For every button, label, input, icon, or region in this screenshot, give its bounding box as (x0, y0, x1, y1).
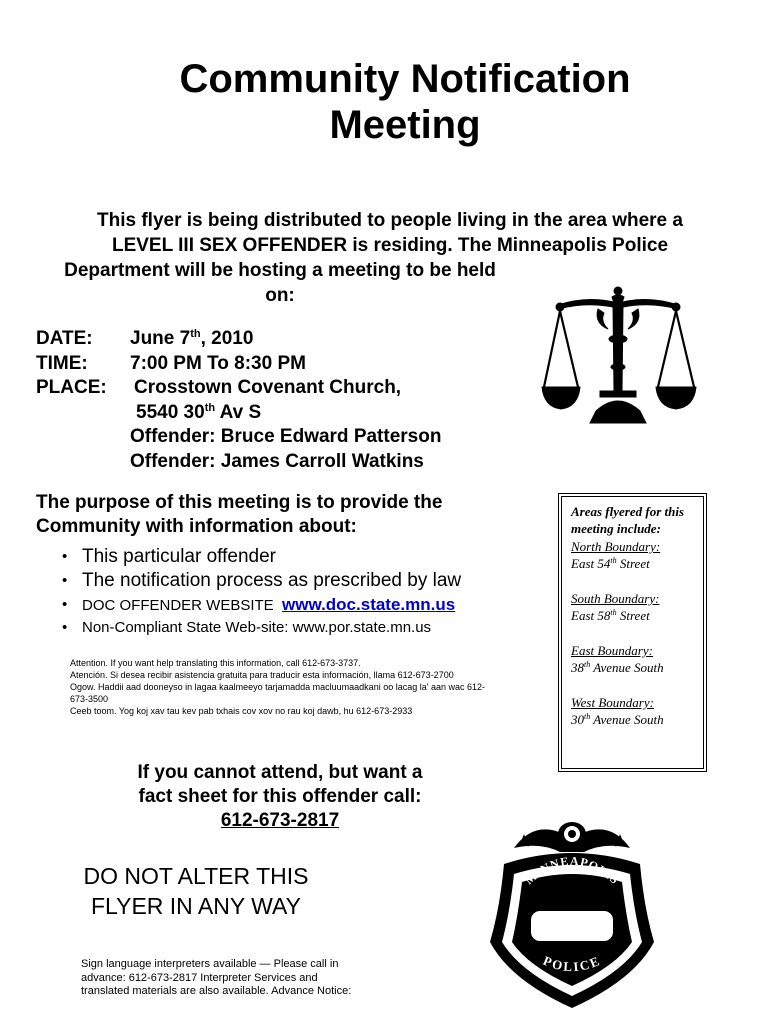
south-boundary-value: East 58th Street (571, 608, 650, 623)
translation-notice (70, 657, 490, 717)
date-label: DATE: (36, 328, 93, 349)
fact-sheet-phone[interactable]: 612-673-2817 (220, 810, 340, 831)
title-line-2: Meeting (329, 103, 481, 147)
west-boundary (571, 694, 699, 728)
offender-2: Offender: James Carroll Watkins (130, 450, 424, 472)
east-boundary (571, 642, 699, 676)
east-boundary-value: 38th Avenue South (571, 660, 664, 675)
sign-language-notice (81, 958, 381, 999)
non-compliant-label: Non-Compliant State Web-site: (82, 619, 289, 636)
north-boundary (571, 538, 699, 572)
badge-bottom-text: POLICE (541, 952, 603, 975)
areas-heading: Areas flyered for this meeting include: (571, 504, 685, 536)
purpose-line-2: Community with information about: (36, 516, 357, 537)
scales-of-justice-icon (538, 283, 698, 435)
title-line-1: Community Notification (179, 57, 631, 101)
do-not-alter-notice (36, 861, 356, 921)
north-boundary-value: East 54th Street (571, 556, 650, 571)
place-address: 5540 30th Av S (136, 401, 262, 423)
list-item (82, 594, 461, 617)
list-item: • This particular offender (82, 545, 461, 569)
police-badge-icon (484, 812, 660, 1012)
translation-hmong: Ceeb toom. Yog koj xav tau kev pab txhais cov xov no rau koj dawb, hu 612-673-2933 (70, 706, 413, 716)
west-boundary-label: West Boundary: (571, 695, 654, 710)
place-label: PLACE: (36, 377, 107, 398)
do-not-alter-line-1: DO NOT ALTER THIS (83, 863, 309, 889)
cannot-attend-line-2: fact sheet for this offender call: (138, 786, 422, 807)
time-label: TIME: (36, 352, 88, 374)
translation-somali: Ogow. Haddii aad dooneyso in lagaa kaalmeeyo tarjamadda macluumaadkani oo lacag la' aan wac 612-673-3500 (70, 682, 485, 704)
sign-line-1: Sign language interpreters available — Please call in (81, 958, 339, 970)
north-boundary-label: North Boundary: (571, 539, 661, 554)
intro-line-2: LEVEL III SEX OFFENDER is residing. The Minneapolis Police (111, 235, 669, 256)
offender-1: Offender: Bruce Edward Patterson (130, 426, 442, 447)
intro-text (60, 208, 720, 258)
intro-text-continued (40, 258, 520, 308)
purpose-heading (36, 491, 442, 539)
badge-top-text: MINNEAPOLIS (521, 853, 623, 888)
do-not-alter-line-2: FLYER IN ANY WAY (90, 893, 302, 919)
non-compliant-url: www.por.state.mn.us (292, 619, 432, 636)
list-item (82, 617, 461, 639)
doc-website-link[interactable]: www.doc.state.mn.us (282, 595, 456, 614)
areas-box (558, 493, 707, 772)
doc-website-label: DOC OFFENDER WEBSITE (82, 597, 274, 614)
place-value: Crosstown Covenant Church, (134, 377, 402, 398)
list-item: • The notification process as prescribed by law (82, 569, 461, 593)
south-boundary-label: South Boundary: (571, 591, 660, 606)
intro-line-3: Department will be hosting a meeting to be held (64, 260, 496, 281)
east-boundary-label: East Boundary: (571, 643, 653, 658)
date-value: June 7th, 2010 (130, 328, 254, 349)
sign-line-2: advance: 612-673-2817 Interpreter Services and (81, 971, 318, 984)
intro-line-1: This flyer is being distributed to people living in the area where a (97, 210, 683, 231)
cannot-attend (60, 761, 500, 833)
cannot-attend-line-1: If you cannot attend, but want a (137, 762, 423, 783)
west-boundary-value: 30th Avenue South (571, 712, 664, 727)
translation-english: Attention. If you want help translating this information, call 612-673-3737. (70, 658, 361, 668)
intro-line-4: on: (265, 285, 295, 306)
page-title (0, 56, 768, 148)
purpose-line-1: The purpose of this meeting is to provide the (36, 492, 443, 513)
south-boundary (571, 590, 699, 624)
translation-spanish: Atención. Si desea recibir asistencia gratuita para traducir esta información, llama 612-673-2700 (70, 670, 454, 680)
purpose-list (82, 545, 461, 639)
sign-line-3: translated materials are also available. Advance Notice: (81, 985, 352, 997)
time-value: 7:00 PM To 8:30 PM (130, 352, 306, 374)
